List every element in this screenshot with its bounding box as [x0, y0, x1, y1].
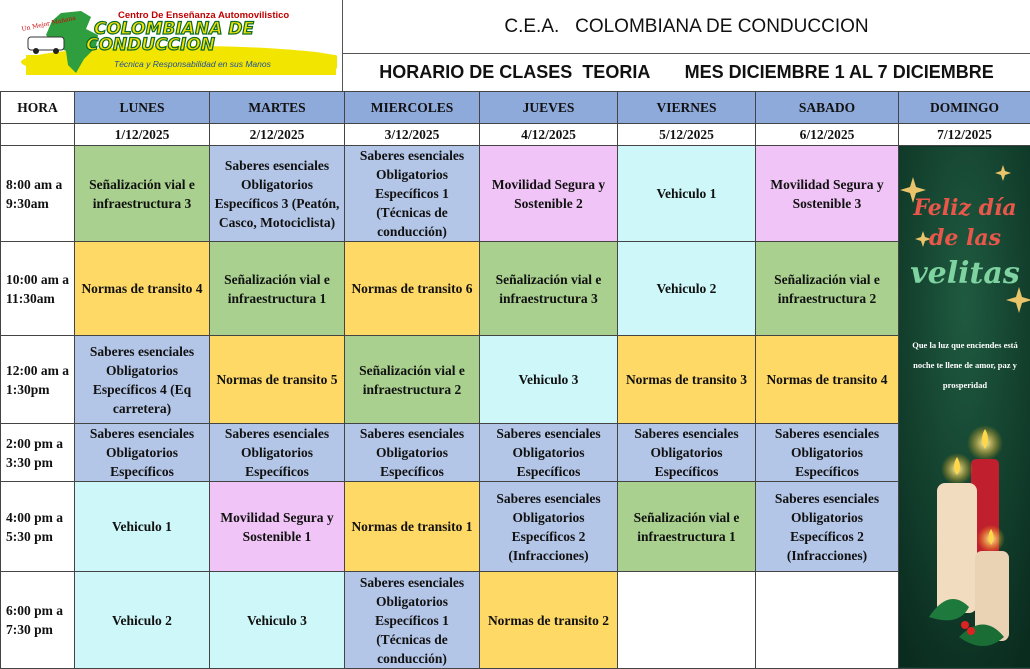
class-cell: Señalización vial e infraestructura 2: [345, 336, 480, 424]
greeting-line1: Feliz día: [912, 195, 1016, 221]
class-cell: Señalización vial e infraestructura 1: [210, 242, 345, 336]
date-cell: 7/12/2025: [899, 124, 1030, 146]
logo-brand-line2: CONDUCCION: [86, 35, 215, 55]
class-cell: Vehiculo 2: [618, 242, 756, 336]
school-logo: [6, 7, 337, 75]
day-header-miercoles: MIERCOLES: [345, 92, 480, 124]
class-cell: Movilidad Segura y Sostenible 2: [480, 146, 618, 242]
class-cell: Saberes esenciales Obligatorios Específicos 4 (Eq carretera): [75, 336, 210, 424]
schedule-row: [1, 336, 1030, 424]
day-header-viernes: VIERNES: [618, 92, 756, 124]
class-cell: Saberes esenciales Obligatorios Específicos: [75, 424, 210, 482]
schedule-row: [1, 424, 1030, 482]
date-cell: 3/12/2025: [345, 124, 480, 146]
class-cell: Normas de transito 4: [756, 336, 899, 424]
class-cell: Saberes esenciales Obligatorios Específicos: [618, 424, 756, 482]
class-cell: Saberes esenciales Obligatorios Específicos 3 (Peatón, Casco, Motociclista): [210, 146, 345, 242]
day-header-sabado: SABADO: [756, 92, 899, 124]
class-cell: Saberes esenciales Obligatorios Específicos 2 (Infracciones): [480, 482, 618, 572]
class-cell: Señalización vial e infraestructura 2: [756, 242, 899, 336]
class-cell: Vehiculo 1: [618, 146, 756, 242]
logo-badge-text: Un Mejor Mañana: [21, 15, 77, 33]
hour-column-header: HORA: [1, 92, 75, 124]
class-cell: Normas de transito 3: [618, 336, 756, 424]
date-row-blank: [1, 124, 75, 146]
schedule-row: [1, 242, 1030, 336]
class-cell: Saberes esenciales Obligatorios Específicos 1 (Técnicas de conducción): [345, 572, 480, 669]
class-cell: Saberes esenciales Obligatorios Específicos 2 (Infracciones): [756, 482, 899, 572]
date-cell: 4/12/2025: [480, 124, 618, 146]
date-cell: 2/12/2025: [210, 124, 345, 146]
schedule-row: [1, 572, 1030, 669]
page-subtitle: HORARIO DE CLASES TEORIA MES DICIEMBRE 1 AL 7 DICIEMBRE: [343, 54, 1030, 91]
greeting-line2: de las: [929, 225, 1001, 251]
class-cell: Saberes esenciales Obligatorios Específicos: [756, 424, 899, 482]
logo-brand-line1: COLOMBIANA DE: [94, 19, 254, 39]
class-cell: Normas de transito 2: [480, 572, 618, 669]
date-cell: 6/12/2025: [756, 124, 899, 146]
class-cell: Señalización vial e infraestructura 1: [618, 482, 756, 572]
class-cell: Saberes esenciales Obligatorios Específicos 1 (Técnicas de conducción): [345, 146, 480, 242]
day-header-domingo: DOMINGO: [899, 92, 1030, 124]
class-cell: Vehiculo 3: [480, 336, 618, 424]
date-cell: 5/12/2025: [618, 124, 756, 146]
class-cell: Normas de transito 6: [345, 242, 480, 336]
logo-tagline-top: Centro De Enseñanza Automovilistico: [118, 10, 289, 21]
date-cell: 1/12/2025: [75, 124, 210, 146]
hour-cell: 2:00 pm a 3:30 pm: [1, 424, 75, 482]
hour-cell: 6:00 pm a 7:30 pm: [1, 572, 75, 669]
class-cell: Movilidad Segura y Sostenible 3: [756, 146, 899, 242]
page-title: C.E.A. COLOMBIANA DE CONDUCCION: [343, 0, 1030, 53]
schedule-row: [1, 146, 1030, 242]
class-cell: [618, 572, 756, 669]
class-cell: Señalización vial e infraestructura 3: [480, 242, 618, 336]
hour-cell: 12:00 am a 1:30pm: [1, 336, 75, 424]
class-cell: Normas de transito 4: [75, 242, 210, 336]
class-cell: Saberes esenciales Obligatorios Específicos: [480, 424, 618, 482]
day-header-lunes: LUNES: [75, 92, 210, 124]
schedule-row: [1, 482, 1030, 572]
class-cell: Vehiculo 3: [210, 572, 345, 669]
class-cell: Vehiculo 2: [75, 572, 210, 669]
class-cell: Normas de transito 5: [210, 336, 345, 424]
hour-cell: 10:00 am a 11:30am: [1, 242, 75, 336]
greeting-line3: velitas: [910, 256, 1020, 291]
class-cell: [756, 572, 899, 669]
hour-cell: 8:00 am a 9:30am: [1, 146, 75, 242]
class-cell: Saberes esenciales Obligatorios Específicos: [345, 424, 480, 482]
class-cell: Movilidad Segura y Sostenible 1: [210, 482, 345, 572]
date-row: [1, 124, 1030, 146]
class-cell: Normas de transito 1: [345, 482, 480, 572]
velitas-greeting-card: [899, 146, 1030, 669]
day-header-row: [1, 92, 1030, 124]
greeting-message-3: prosperidad: [943, 380, 988, 390]
class-cell: Vehiculo 1: [75, 482, 210, 572]
greeting-message-2: noche te llene de amor, paz y: [913, 360, 1018, 370]
class-cell: Saberes esenciales Obligatorios Específicos: [210, 424, 345, 482]
schedule-table: [0, 91, 1030, 669]
logo-slogan: Técnica y Responsabilidad en sus Manos: [114, 59, 272, 69]
greeting-message-1: Que la luz que enciendes está: [912, 340, 1018, 350]
class-cell: Señalización vial e infraestructura 3: [75, 146, 210, 242]
day-header-martes: MARTES: [210, 92, 345, 124]
day-header-jueves: JUEVES: [480, 92, 618, 124]
hour-cell: 4:00 pm a 5:30 pm: [1, 482, 75, 572]
